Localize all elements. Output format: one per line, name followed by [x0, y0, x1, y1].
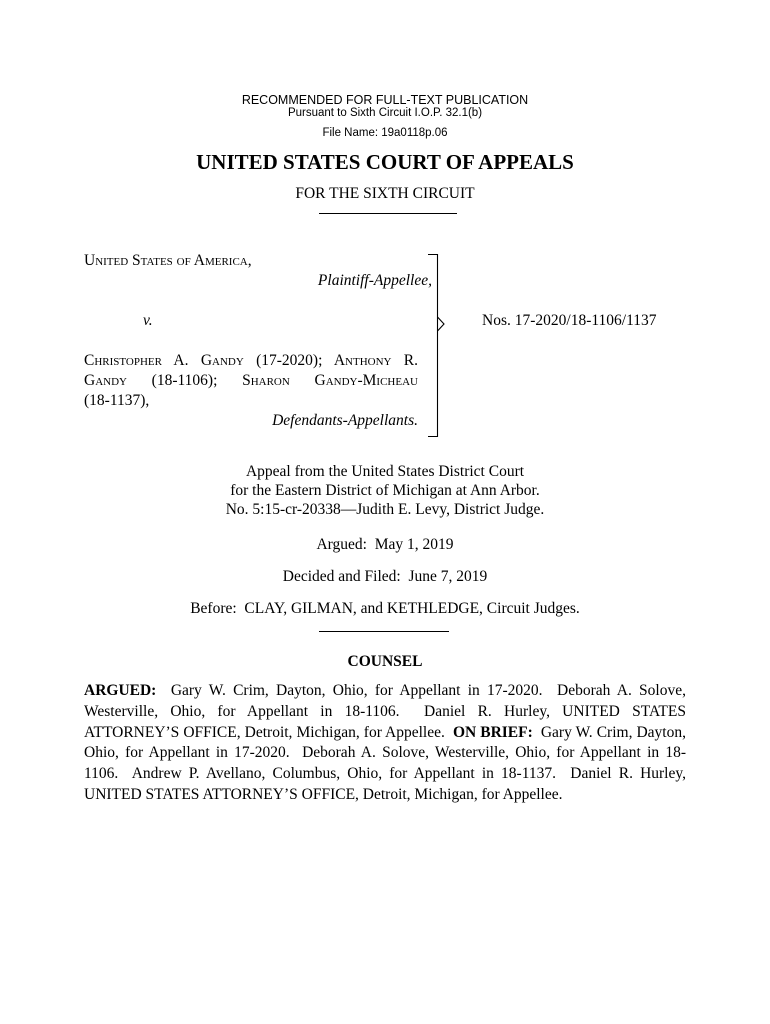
defendant-first-name: Sharon — [242, 372, 290, 389]
pursuant-notice: Pursuant to Sixth Circuit I.O.P. 32.1(b) — [287, 107, 483, 119]
argued-date: Argued: May 1, 2019 — [316, 536, 454, 553]
versus: v. — [143, 312, 153, 329]
case-numbers: Nos. 17-2020/18-1106/1137 — [482, 312, 657, 329]
appeal-line-2: for the Eastern District of Michigan at Ann Arbor. — [230, 482, 540, 499]
file-name: File Name: 19a0118p.06 — [322, 127, 448, 139]
defendants-role: Defendants-Appellants. — [272, 412, 418, 429]
defendant-surname-2: Gandy-Micheau — [314, 372, 418, 389]
title-divider — [319, 213, 457, 214]
counsel-heading: COUNSEL — [347, 653, 423, 670]
on-brief-label: ON BRIEF: — [452, 723, 533, 741]
plaintiff-name: United States of America, — [84, 252, 252, 269]
publication-notice: RECOMMENDED FOR FULL-TEXT PUBLICATION — [241, 93, 529, 107]
appeal-line-1: Appeal from the United States District Court — [245, 463, 525, 480]
plaintiff-role: Plaintiff-Appellee, — [317, 272, 432, 289]
defendant-surname: Gandy — [84, 372, 127, 389]
panel-divider — [319, 631, 449, 632]
defendants-line-3: (18-1137), — [84, 392, 150, 409]
on-brief-text: Gary W. Crim, Dayton, Ohio, for Appellant in 17-2020. Deborah A. Solove, Westerville, Ohio, for Appellant in 18-1106. Andrew P. Avellano, Columbus, Ohio, for Appellant in 18-1137. Daniel R. Hurley, UNITED STATES ATTORNEY’S OFFICE, Detroit, Michigan, for Appellee. — [84, 723, 690, 803]
appeal-line-3: No. 5:15-cr-20338—Judith E. Levy, District Judge. — [225, 501, 545, 518]
argued-label: ARGUED: — [84, 682, 157, 699]
counsel-paragraph — [84, 681, 690, 806]
defendants-line-1: Christopher A. Gandy (17-2020); Anthony R. — [84, 352, 418, 369]
caption-bracket — [425, 254, 451, 438]
circuit-name: FOR THE SIXTH CIRCUIT — [295, 185, 475, 202]
defendants-line-2 — [84, 371, 418, 391]
defendant-case-number: (18-1106); — [151, 372, 218, 389]
panel-judges: Before: CLAY, GILMAN, and KETHLEDGE, Circuit Judges. — [190, 600, 580, 617]
court-title: UNITED STATES COURT OF APPEALS — [196, 150, 574, 174]
decided-date: Decided and Filed: June 7, 2019 — [282, 568, 488, 585]
argued-text: Gary W. Crim, Dayton, Ohio, for Appellant in 17-2020. Deborah A. Solove, Westerville, Ohio, for Appellant in 18-1106. Daniel R. Hurley, UNITED STATES ATTORNEY’S OFFICE, Detroit, Michigan, for Appellee. — [84, 682, 690, 741]
